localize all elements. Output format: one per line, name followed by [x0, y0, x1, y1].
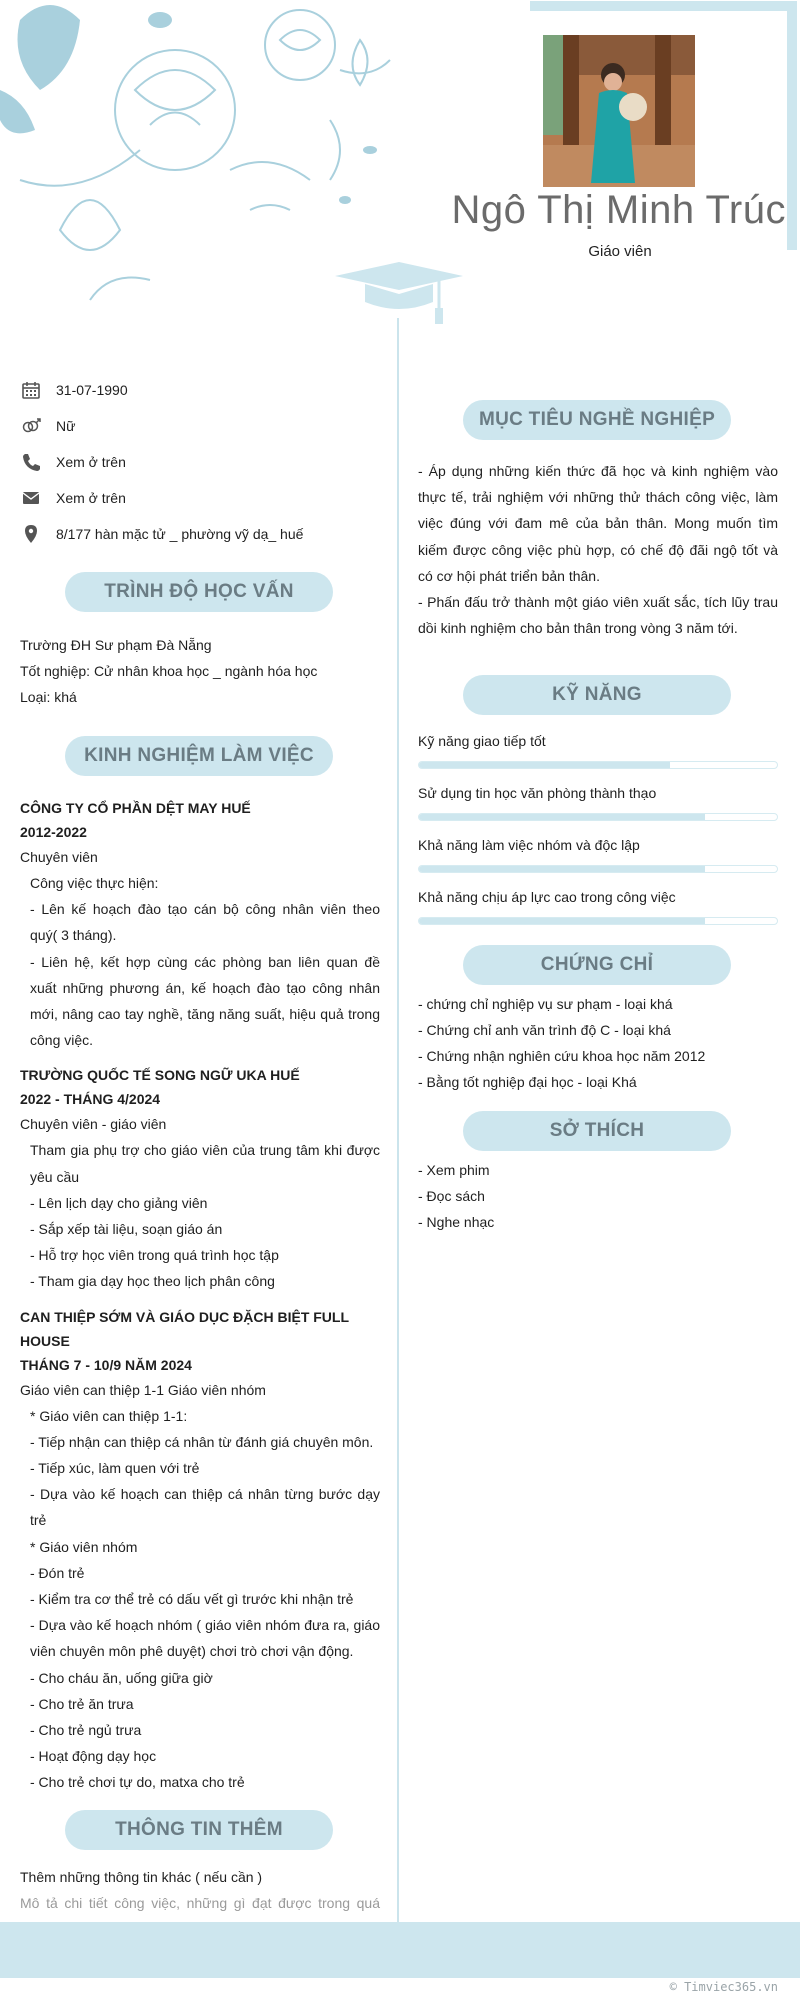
- extra-description: Mô tả chi tiết công việc, những gì đạt được trong quá: [20, 1894, 380, 1911]
- education-grade: Loại: khá: [20, 689, 77, 705]
- skill-name: Sử dụng tin học văn phòng thành thạo: [418, 785, 657, 802]
- experience-line: - Kiểm tra cơ thể trẻ có dấu vết gì trước khi nhận trẻ: [30, 1591, 354, 1608]
- experience-period: 2012-2022: [20, 824, 87, 840]
- certificate-item: - Chứng nhận nghiên cứu khoa học năm 2012: [418, 1048, 706, 1065]
- hobbies-section: [418, 1157, 778, 1235]
- skill-bar: [418, 813, 778, 821]
- experience-company: CÔNG TY CỔ PHẦN DỆT MAY HUẾ: [20, 800, 251, 816]
- experience-period: 2022 - THÁNG 4/2024: [20, 1091, 161, 1108]
- skill-bar-fill: [419, 762, 670, 768]
- experience-line: - Cho cháu ăn, uống giữa giờ: [30, 1669, 213, 1686]
- certificate-item: - Bằng tốt nghiệp đại học - loại Khá: [418, 1074, 637, 1091]
- gender-value: Nữ: [56, 418, 76, 434]
- contact-list: [20, 372, 380, 552]
- experience-period: THÁNG 7 - 10/9 NĂM 2024: [20, 1356, 192, 1373]
- experience-company: TRƯỜNG QUỐC TẾ SONG NGỮ UKA HUẾ: [20, 1067, 300, 1084]
- experience-line: - Cho trẻ chơi tự do, matxa cho trẻ: [30, 1774, 245, 1791]
- contact-email: [20, 480, 380, 516]
- experience-line: - Tham gia dạy học theo lịch phân công: [30, 1273, 275, 1290]
- experience-line: Tham gia phụ trợ cho giáo viên của trung tâm khi được yêu cầu: [30, 1142, 380, 1185]
- skill-bar-fill: [419, 814, 705, 820]
- gender-icon: [20, 415, 42, 437]
- job-title: Giáo viên: [588, 243, 652, 260]
- phone-value: Xem ở trên: [56, 454, 126, 470]
- extra-title: Thêm những thông tin khác ( nếu cần ): [20, 1868, 263, 1885]
- contact-birthday: [20, 372, 380, 408]
- calendar-icon: [20, 379, 42, 401]
- hobby-item: - Xem phim: [418, 1162, 490, 1179]
- skill-name: Khả năng chịu áp lực cao trong công việc: [418, 889, 676, 906]
- address-value: 8/177 hàn mặc tử _ phường vỹ dạ_ huế: [56, 526, 304, 542]
- hobbies-heading: SỞ THÍCH: [463, 1111, 731, 1151]
- contact-address: [20, 516, 380, 552]
- skills-section: [418, 729, 778, 925]
- objective-heading: MỤC TIÊU NGHỀ NGHIỆP: [463, 400, 731, 440]
- experience-line: * Giáo viên nhóm: [30, 1538, 138, 1555]
- experience-line: - Đón trẻ: [30, 1564, 85, 1581]
- skill-name: Khả năng làm việc nhóm và độc lập: [418, 837, 640, 854]
- experience-company: CAN THIỆP SỚM VÀ GIÁO DỤC ĐẶCH BIỆT FULL HOUSE: [20, 1308, 349, 1349]
- education-graduation: Tốt nghiệp: Cử nhân khoa học _ ngành hóa học: [20, 663, 318, 679]
- skill-item: [418, 833, 778, 873]
- experience-line: - Hỗ trợ học viên trong quá trình học tập: [30, 1247, 279, 1264]
- experience-item: [20, 1063, 380, 1294]
- experience-item: [20, 1305, 380, 1796]
- experience-role: Chuyên viên: [20, 849, 98, 865]
- experience-line: - Lên kế hoạch đào tạo cán bộ công nhân viên theo quý( 3 tháng).: [30, 901, 380, 944]
- experience-role: Giáo viên can thiệp 1-1 Giáo viên nhóm: [20, 1381, 266, 1398]
- contact-gender: [20, 408, 380, 444]
- skill-bar: [418, 917, 778, 925]
- experience-line: - Lên lịch dạy cho giảng viên: [30, 1194, 208, 1211]
- experience-line: - Dựa vào kế hoạch nhóm ( giáo viên nhóm đưa ra, giáo viên chuyên môn phê duyệt) chơi trò chơi vận động.: [30, 1617, 380, 1660]
- birthday-value: 31-07-1990: [56, 382, 128, 398]
- objective-paragraph: - Phấn đấu trở thành một giáo viên xuất sắc, tích lũy trau dồi kinh nghiệm cho bản thân trong vòng 3 năm tới.: [418, 594, 778, 637]
- skills-heading: KỸ NĂNG: [463, 675, 731, 715]
- right-column: [418, 400, 778, 1235]
- contact-phone: [20, 444, 380, 480]
- education-school: Trường ĐH Sư phạm Đà Nẵng: [20, 637, 212, 653]
- experience-role: Chuyên viên - giáo viên: [20, 1116, 167, 1133]
- skill-item: [418, 729, 778, 769]
- skill-item: [418, 885, 778, 925]
- experience-line: * Giáo viên can thiệp 1-1:: [30, 1407, 188, 1424]
- graduation-cap-icon: [335, 262, 463, 330]
- center-divider: [397, 318, 399, 1922]
- footer-band: [0, 1922, 800, 1978]
- experience-line: - Cho trẻ ngủ trưa: [30, 1722, 142, 1739]
- skill-bar-fill: [419, 918, 705, 924]
- experience-section: [20, 796, 380, 1796]
- experience-item: [20, 796, 380, 1053]
- phone-icon: [20, 451, 42, 473]
- objective-paragraph: - Áp dụng những kiến thức đã học và kinh nghiệm vào thực tế, trải nghiệm với những thử thách công việc, làm việc đúng với đam mê của bản thân. Mong muốn tìm kiếm được công việc phù hợp, có chế độ đãi ngộ tốt và có cơ hội phát triển bản thân.: [418, 463, 778, 584]
- certificate-item: - Chứng chỉ anh văn trình độ C - loại khá: [418, 1022, 671, 1039]
- objective-section: [418, 458, 778, 641]
- experience-heading: KINH NGHIỆM LÀM VIỆC: [65, 736, 333, 776]
- experience-line: - Tiếp xúc, làm quen với trẻ: [30, 1460, 200, 1477]
- skill-bar-fill: [419, 866, 705, 872]
- email-value: Xem ở trên: [56, 490, 126, 506]
- experience-line: Công việc thực hiện:: [30, 875, 159, 891]
- experience-line: - Dựa vào kế hoạch can thiệp cá nhân từng bước dạy trẻ: [30, 1486, 380, 1529]
- experience-line: - Sắp xếp tài liệu, soạn giáo án: [30, 1221, 223, 1238]
- education-section: [20, 632, 380, 710]
- certificates-heading: CHỨNG CHỈ: [463, 945, 731, 985]
- skill-bar: [418, 761, 778, 769]
- left-column: [20, 372, 380, 1942]
- experience-line: - Tiếp nhận can thiệp cá nhân từ đánh giá chuyên môn.: [30, 1433, 374, 1450]
- profile-photo: [543, 35, 695, 187]
- location-icon: [20, 523, 42, 545]
- certificates-section: [418, 991, 778, 1095]
- experience-line: - Cho trẻ ăn trưa: [30, 1695, 134, 1712]
- hobby-item: - Đọc sách: [418, 1188, 485, 1205]
- skill-bar: [418, 865, 778, 873]
- education-heading: TRÌNH ĐỘ HỌC VẤN: [65, 572, 333, 612]
- experience-line: - Hoạt động dạy học: [30, 1748, 157, 1765]
- experience-line: - Liên hệ, kết hợp cùng các phòng ban liên quan đề xuất những phương án, kế hoạch đào tạo công nhân mới, nâng cao tay nghề, tăng năng suất, hiệu quả trong công việc.: [30, 953, 380, 1049]
- extra-heading: THÔNG TIN THÊM: [65, 1810, 333, 1850]
- skill-name: Kỹ năng giao tiếp tốt: [418, 733, 546, 750]
- watermark: © Timviec365.vn: [669, 1980, 778, 1994]
- hobby-item: - Nghe nhạc: [418, 1214, 495, 1231]
- candidate-name: Ngô Thị Minh Trúc: [451, 188, 786, 232]
- certificate-item: - chứng chỉ nghiệp vụ sư phạm - loại khá: [418, 996, 673, 1013]
- email-icon: [20, 487, 42, 509]
- skill-item: [418, 781, 778, 821]
